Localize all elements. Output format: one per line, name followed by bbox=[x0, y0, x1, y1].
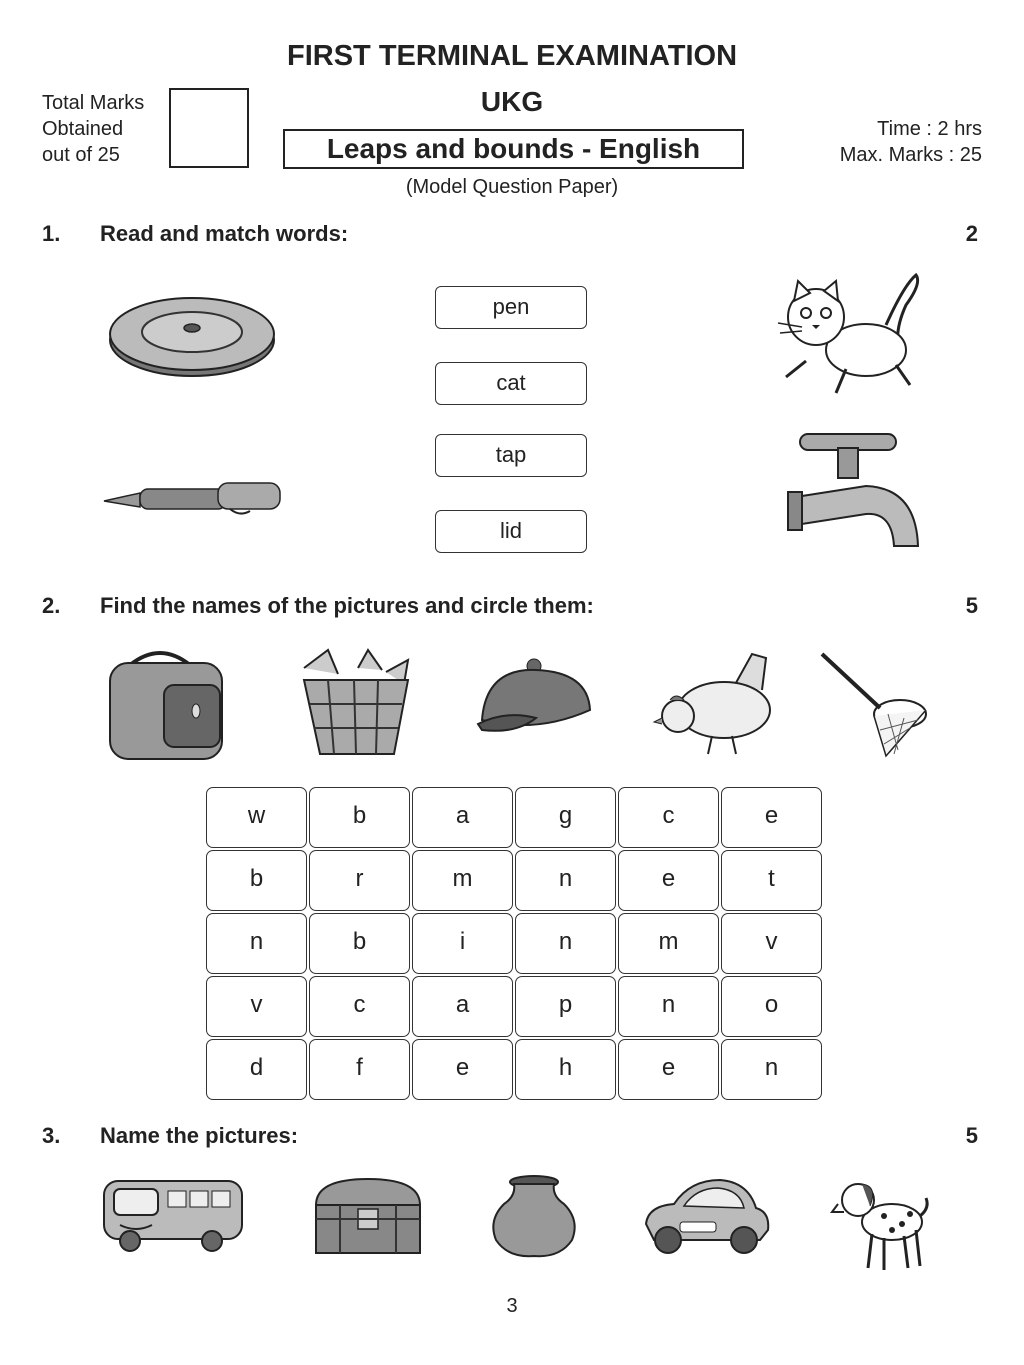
grid-cell[interactable]: f bbox=[309, 1039, 410, 1100]
car-picture bbox=[640, 1174, 774, 1258]
page-number: 3 bbox=[506, 1295, 518, 1317]
net-picture bbox=[818, 650, 928, 760]
pot-picture bbox=[488, 1174, 580, 1258]
exam-title: FIRST TERMINAL EXAMINATION bbox=[286, 40, 738, 72]
word-box-tap[interactable]: tap bbox=[435, 434, 587, 477]
grid-cell[interactable]: n bbox=[618, 976, 719, 1037]
q3-marks: 5 bbox=[965, 1123, 978, 1148]
grid-cell[interactable]: e bbox=[618, 1039, 719, 1100]
tap-picture bbox=[786, 430, 924, 552]
time-info bbox=[840, 116, 982, 168]
word-box-cat[interactable]: cat bbox=[435, 362, 587, 405]
grid-cell[interactable]: b bbox=[309, 913, 410, 974]
grid-cell[interactable]: i bbox=[412, 913, 513, 974]
grid-cell[interactable]: n bbox=[721, 1039, 822, 1100]
q1-number: 1. bbox=[42, 221, 61, 246]
marks-obtained-box[interactable] bbox=[169, 88, 249, 168]
paper-type: (Model Question Paper) bbox=[405, 176, 619, 198]
bus-picture bbox=[100, 1175, 246, 1255]
pen-picture bbox=[100, 465, 286, 517]
grid-cell[interactable]: r bbox=[309, 850, 410, 911]
grid-cell[interactable]: c bbox=[618, 787, 719, 848]
q3-number: 3. bbox=[42, 1123, 61, 1148]
cat-picture bbox=[776, 265, 924, 403]
grid-cell[interactable]: b bbox=[206, 850, 307, 911]
grid-cell[interactable]: a bbox=[412, 976, 513, 1037]
subject-title: Leaps and bounds - English bbox=[283, 129, 744, 169]
max-marks-label: Max. Marks : 25 bbox=[839, 144, 982, 166]
grid-cell[interactable]: b bbox=[309, 787, 410, 848]
grid-cell[interactable]: w bbox=[206, 787, 307, 848]
word-box-lid[interactable]: lid bbox=[435, 510, 587, 553]
grid-cell[interactable]: n bbox=[515, 850, 616, 911]
class-name: UKG bbox=[480, 86, 544, 117]
hen-picture bbox=[652, 650, 776, 756]
grid-cell[interactable]: p bbox=[515, 976, 616, 1037]
grid-cell[interactable]: v bbox=[721, 913, 822, 974]
grid-cell[interactable]: v bbox=[206, 976, 307, 1037]
grid-cell[interactable]: g bbox=[515, 787, 616, 848]
bin-picture bbox=[298, 648, 414, 758]
lid-picture bbox=[108, 290, 278, 380]
bag-picture bbox=[100, 645, 232, 763]
grid-cell[interactable]: d bbox=[206, 1039, 307, 1100]
grid-cell[interactable]: m bbox=[618, 913, 719, 974]
q1-text: Read and match words: bbox=[100, 221, 349, 246]
word-box-pen[interactable]: pen bbox=[435, 286, 587, 329]
grid-cell[interactable]: a bbox=[412, 787, 513, 848]
dog-picture bbox=[828, 1172, 932, 1276]
q2-marks: 5 bbox=[965, 593, 978, 618]
grid-cell[interactable]: c bbox=[309, 976, 410, 1037]
marks-label: Total Marks Obtained out of 25 bbox=[42, 92, 145, 166]
cap-picture bbox=[476, 658, 594, 738]
grid-cell[interactable]: m bbox=[412, 850, 513, 911]
q3-text: Name the pictures: bbox=[100, 1123, 299, 1148]
grid-cell[interactable]: e bbox=[618, 850, 719, 911]
grid-cell[interactable]: n bbox=[206, 913, 307, 974]
grid-cell[interactable]: t bbox=[721, 850, 822, 911]
q1-marks: 2 bbox=[965, 221, 978, 246]
word-search-grid bbox=[206, 787, 822, 1100]
grid-cell[interactable]: e bbox=[412, 1039, 513, 1100]
q2-number: 2. bbox=[42, 593, 61, 618]
time-label: Time : 2 hrs bbox=[877, 118, 982, 140]
grid-cell[interactable]: n bbox=[515, 913, 616, 974]
grid-cell[interactable]: o bbox=[721, 976, 822, 1037]
box-picture bbox=[312, 1175, 424, 1257]
grid-cell[interactable]: h bbox=[515, 1039, 616, 1100]
q2-text: Find the names of the pictures and circle them: bbox=[100, 593, 594, 618]
grid-cell[interactable]: e bbox=[721, 787, 822, 848]
